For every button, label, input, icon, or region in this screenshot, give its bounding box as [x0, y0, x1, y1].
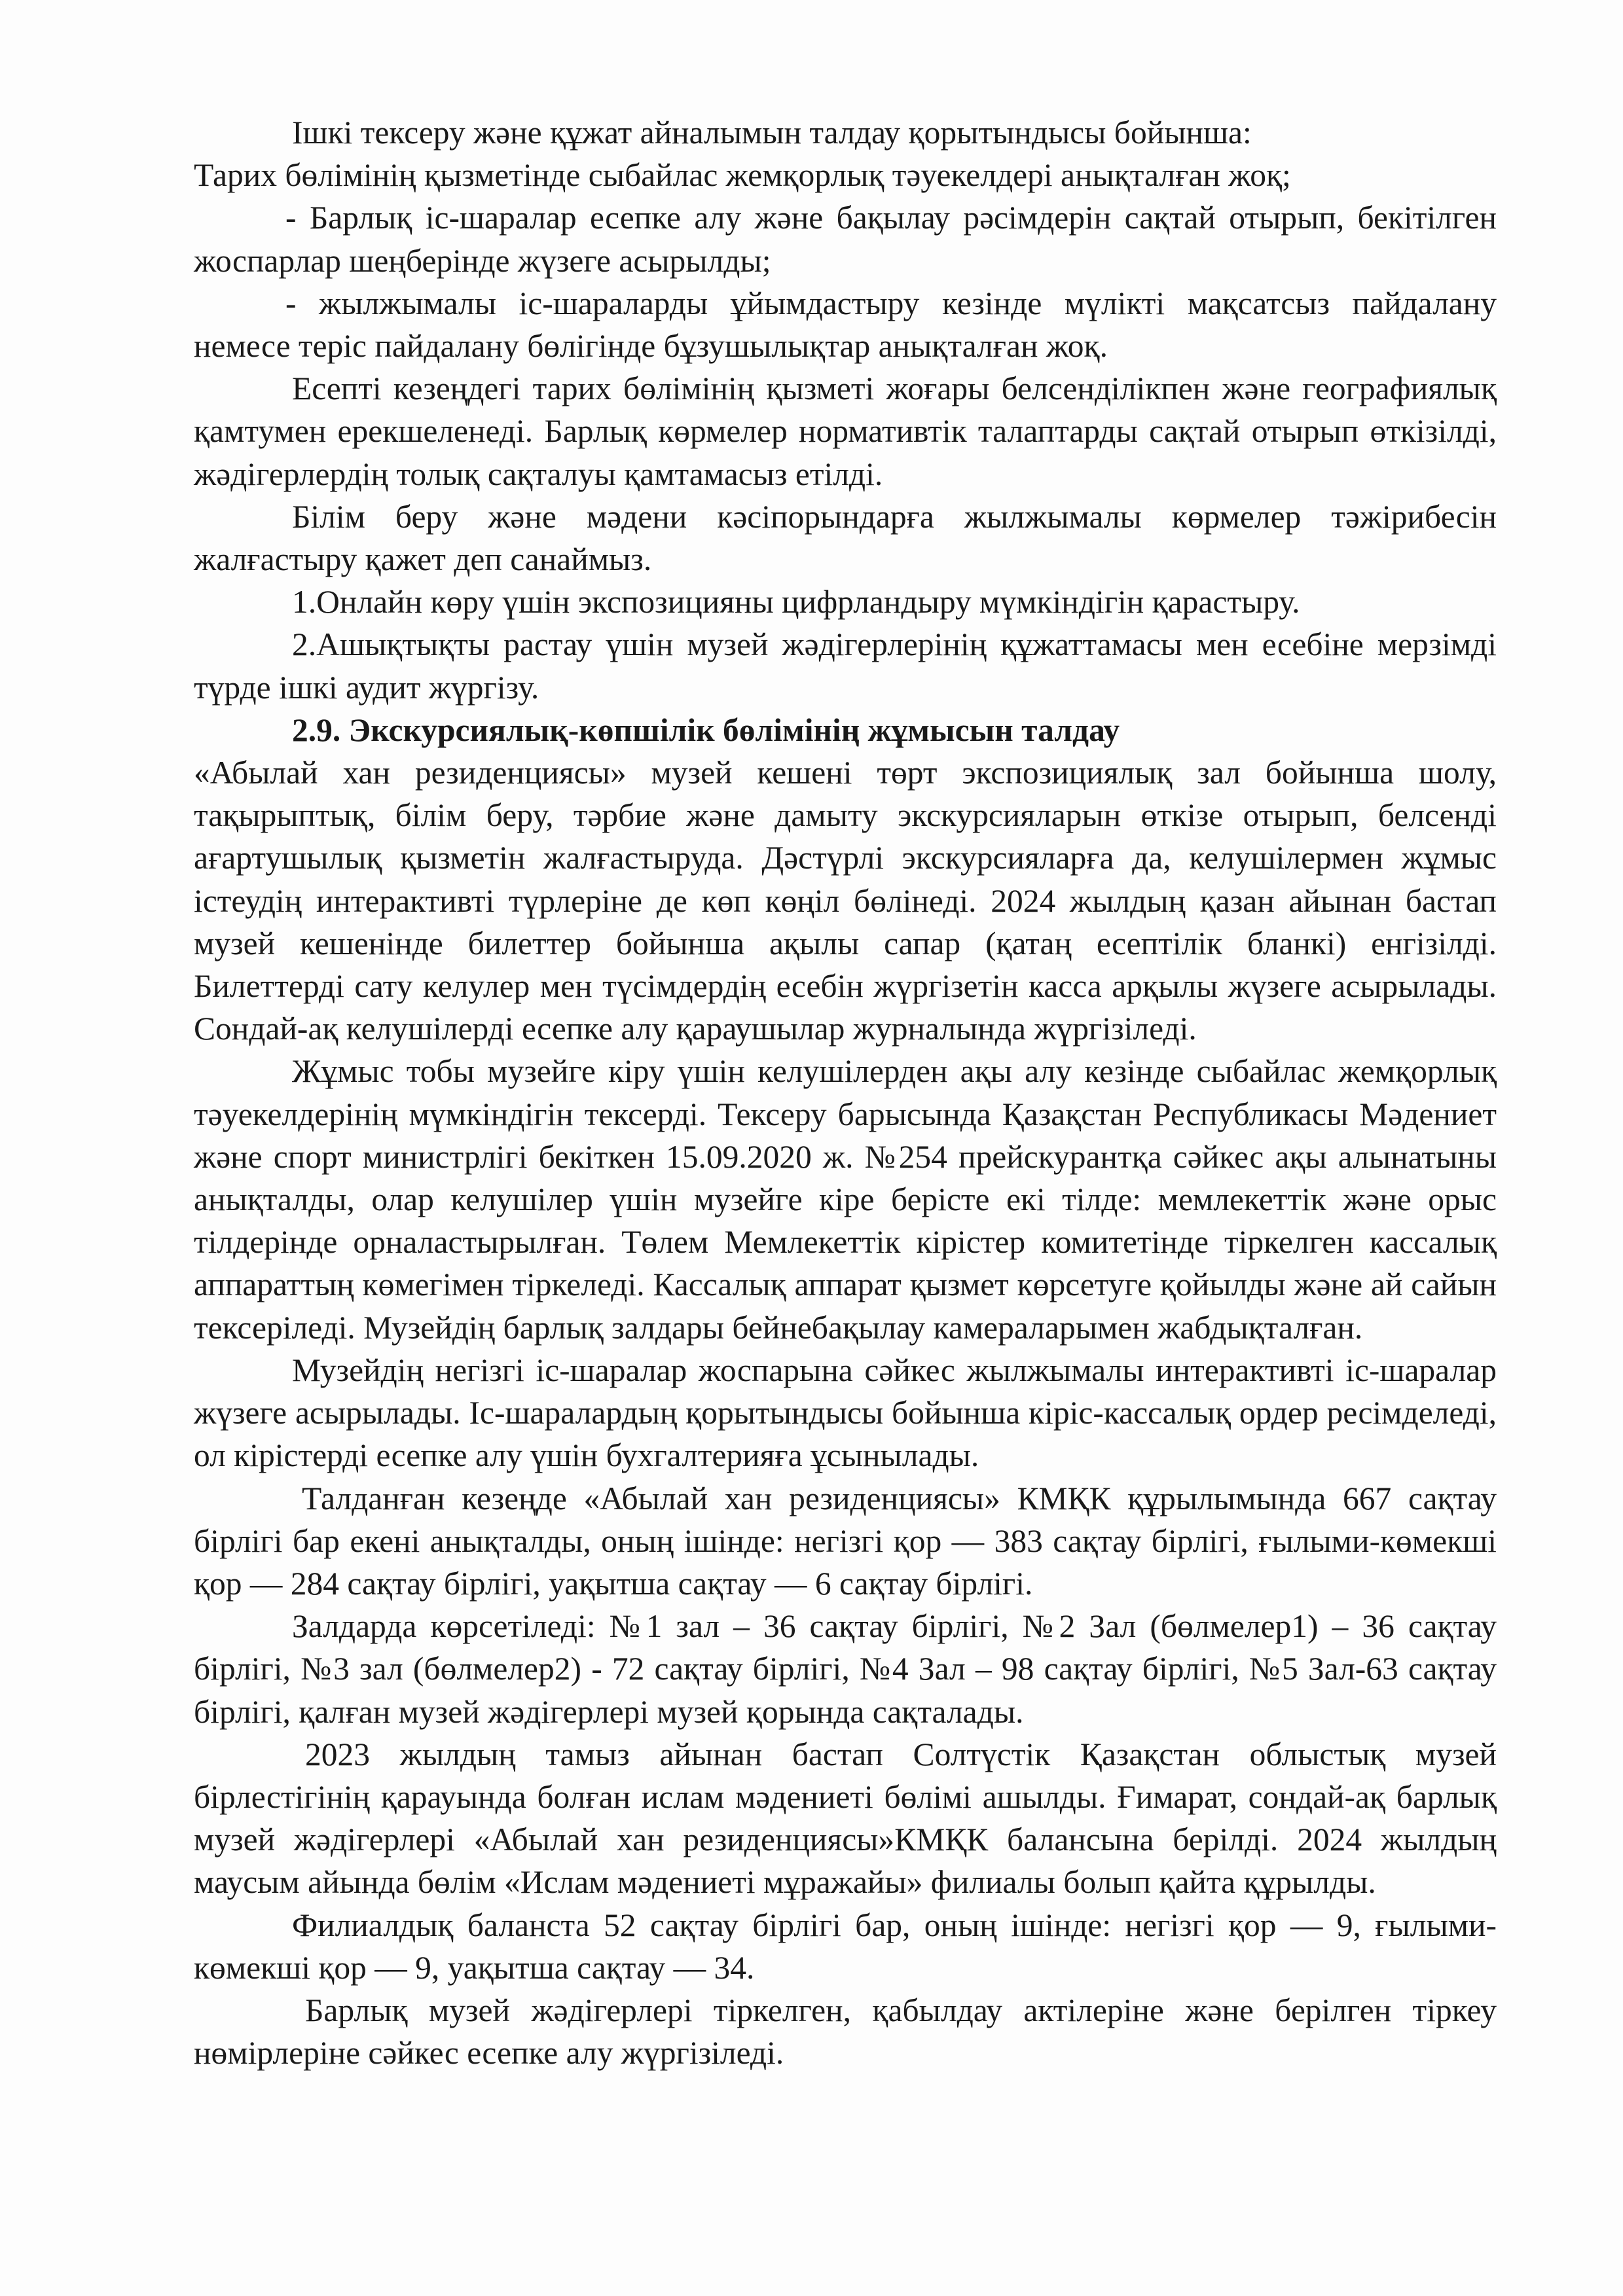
paragraph-recommendation-1: 1.Онлайн көру үшін экспозицияны цифрландыру мүмкіндігін қарастыру.: [292, 584, 1300, 620]
paragraph-recommendation-2: 2.Ашықтықты растау үшін музей жәдігерлерінің құжаттамасы мен есебіне мерзімді түрде ішкі аудит жүргізу.: [194, 626, 1497, 706]
paragraph-audit-intro: Ішкі тексеру және құжат айналымын талдау қорытындысы бойынша:: [292, 115, 1252, 151]
paragraph-registration: Барлық музей жәдігерлері тіркелген, қабылдау актілеріне және берілген тіркеу нөмірлеріне сәйкес есепке алу жүргізіледі.: [194, 1992, 1497, 2072]
section-heading: 2.9. Экскурсиялық-көпшілік бөлімінің жұмысын талдау: [292, 711, 1120, 748]
paragraph-history-activity: Есепті кезеңдегі тарих бөлімінің қызметі жоғары белсенділікпен және географиялық қамтумен ерекшеленеді. Барлық көрмелер нормативтік талаптарды сақтай отырып өткізілді, жәдігерлердің толық сақталуы қамтамасыз етілді.: [194, 370, 1497, 492]
paragraph-storage-units: Талданған кезеңде «Абылай хан резиденциясы» КМҚК құрылымында 667 сақтау бірлігі бар екені анықталды, оның ішінде: негізгі қор — 383 сақтау бірлігі, ғылыми-көмекші қор — 284 сақтау бірлігі, уақытша сақтау — 6 сақтау бірлігі.: [194, 1480, 1497, 1602]
paragraph-history-risks: Тарих бөлімінің қызметінде сыбайлас жемқорлық тәуекелдері анықталған жоқ;: [194, 157, 1291, 194]
paragraph-museum-complex: «Абылай хан резиденциясы» музей кешені төрт экспозициялық зал бойынша шолу, тақырыптық, білім беру, тәрбие және дамыту экскурсияларын өткізе отырып, белсенді ағартушылық қызметін жалғастыруда. Дәстүрлі экскурсияларға да, келушілермен жұмыс істеудің интерактивті түрлеріне де көп көңіл бөлінеді. 2024 жылдың қазан айынан бастап музей кешенінде билеттер бойынша ақылы сапар (қатаң есептілік бланкі) енгізілді. Билеттерді сату келулер мен түсімдердің есебін жүргізетін касса арқылы жүзеге асырылады. Сондай-ақ келушілерді есепке алу қараушылар журналында жүргізіледі.: [194, 755, 1497, 1047]
paragraph-working-group: Жұмыс тобы музейге кіру үшін келушілерден ақы алу кезінде сыбайлас жемқорлық тәуекелдерінің мүмкіндігін тексерді. Тексеру барысында Қазақстан Республикасы Мәдениет және спорт министрлігі бекіткен 15.09.2020 ж. №254 прейскурантқа сәйкес ақы алынатыны анықталды, олар келушілер үшін музейге кіре берісте екі тілде: мемлекеттік және орыс тілдерінде орналастырылған. Төлем Мемлекеттік кірістер комитетінде тіркелген кассалық аппараттың көмегімен тіркеледі. Кассалық аппарат қызмет көрсетуге қойылды және ай сайын тексеріледі. Музейдің барлық залдары бейнебақылау камераларымен жабдықталған.: [194, 1053, 1497, 1346]
paragraph-mobile-exhibitions: Білім беру және мәдени кәсіпорындарға жылжымалы көрмелер тәжірибесін жалғастыру қажет деп санаймыз.: [194, 498, 1497, 578]
paragraph-bullet-events: - Барлық іс-шаралар есепке алу және бақылау рәсімдерін сақтай отырып, бекітілген жоспарлар шеңберінде жүзеге асырылды;: [194, 200, 1497, 279]
paragraph-branch-balance: Филиалдық баланста 52 сақтау бірлігі бар, оның ішінде: негізгі қор — 9, ғылыми-көмекші қор — 9, уақытша сақтау — 34.: [194, 1907, 1497, 1986]
paragraph-bullet-mobile: - жылжымалы іс-шараларды ұйымдастыру кезінде мүлікті мақсатсыз пайдалану немесе теріс пайдалану бөлігінде бұзушылықтар анықталған жоқ.: [194, 285, 1497, 365]
paragraph-events-plan: Музейдің негізгі іс-шаралар жоспарына сәйкес жылжымалы интерактивті іс-шаралар жүзеге асырылады. Іс-шаралардың қорытындысы бойынша кіріс-кассалық ордер ресімделеді, ол кірістерді есепке алу үшін бухгалтерияға ұсынылады.: [194, 1352, 1497, 1474]
document-body: [194, 111, 1497, 2074]
paragraph-islamic-culture: 2023 жылдың тамыз айынан бастап Солтүстік Қазақстан облыстық музей бірлестігінің қарауында болған ислам мәдениеті бөлімі ашылды. Ғимарат, сондай-ақ барлық музей жәдігерлері «Абылай хан резиденциясы»КМҚК балансына берілді. 2024 жылдың маусым айында бөлім «Ислам мәдениеті мұражайы» филиалы болып қайта құрылды.: [194, 1736, 1497, 1901]
paragraph-halls: Залдарда көрсетіледі: №1 зал – 36 сақтау бірлігі, №2 Зал (бөлмелер1) – 36 сақтау бірлігі, №3 зал (бөлмелер2) - 72 сақтау бірлігі, №4 Зал – 98 сақтау бірлігі, №5 Зал-63 сақтау бірлігі, қалған музей жәдігерлері музей қорында сақталады.: [194, 1608, 1497, 1730]
